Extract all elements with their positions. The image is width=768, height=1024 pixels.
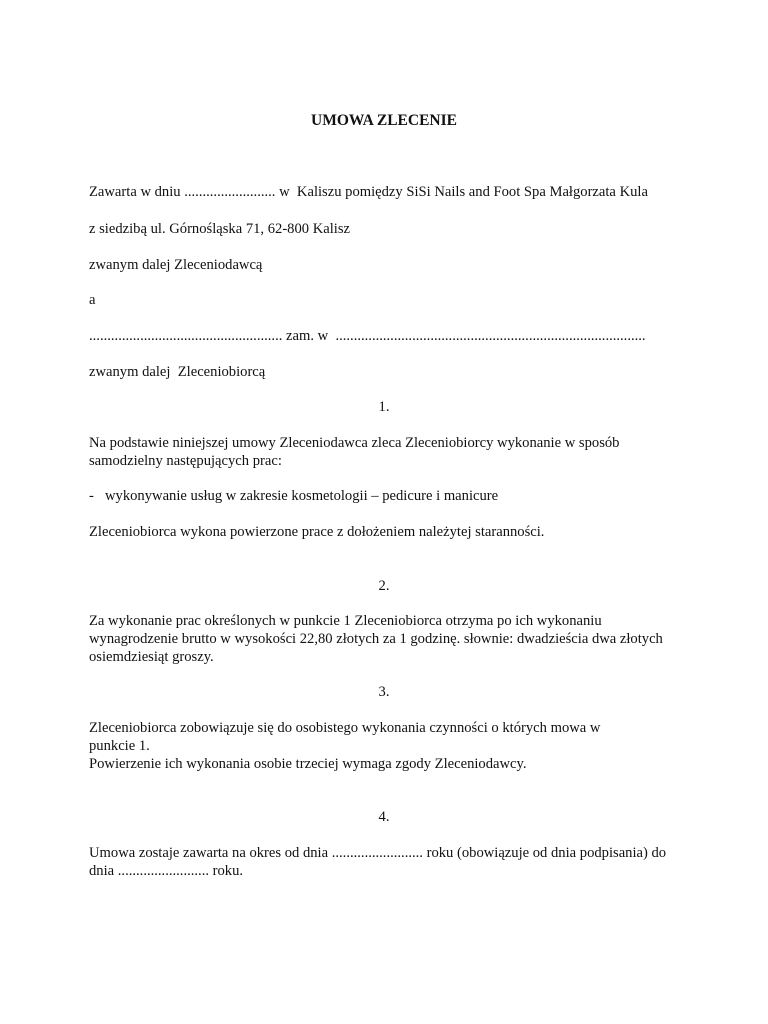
document-title: UMOWA ZLECENIE bbox=[311, 112, 457, 129]
section-3-paragraph bbox=[89, 719, 649, 773]
intro-line-contractor-blank: ..................................................... zam. w ..................................................................................... bbox=[89, 328, 646, 344]
section-4-paragraph: Umowa zostaje zawarta na okres od dnia ......................... roku (obowiązuje od dnia podpisania) do dnia ......................... roku. bbox=[89, 845, 667, 879]
section-3-obligation: Zleceniobiorca zobowiązuje się do osobistego wykonania czynności o których mowa w punkcie 1. bbox=[89, 720, 601, 754]
section-1-diligence: Zleceniobiorca wykona powierzone prace z dołożeniem należytej staranności. bbox=[89, 524, 545, 540]
intro-line-and: a bbox=[89, 292, 96, 308]
section-1-bullet bbox=[89, 487, 689, 505]
intro-line-principal: zwanym dalej Zleceniodawcą bbox=[89, 257, 263, 273]
section-3-number: 3. bbox=[378, 684, 390, 700]
section-2-paragraph: Za wykonanie prac określonych w punkcie 1 Zleceniobiorca otrzyma po ich wykonaniu wynagrodzenie brutto w wysokości 22,80 złotych za 1 godzinę. słownie: dwadzieścia dwa złotych osiemdziesiąt groszy. bbox=[89, 613, 663, 665]
bullet-text: wykonywanie usług w zakresie kosmetologii – pedicure i manicure bbox=[105, 488, 499, 504]
intro-line-contractor: zwanym dalej Zleceniobiorcą bbox=[89, 364, 266, 380]
section-3-delegation: Powierzenie ich wykonania osobie trzeciej wymaga zgody Zleceniodawcy. bbox=[89, 756, 527, 772]
intro-line-contract-date: Zawarta w dniu ......................... w Kaliszu pomiędzy SiSi Nails and Foot Spa Małgorzata Kula bbox=[89, 184, 648, 200]
intro-line-address: z siedzibą ul. Górnośląska 71, 62-800 Kalisz bbox=[89, 221, 351, 237]
section-2-number: 2. bbox=[378, 578, 390, 594]
section-1-paragraph: Na podstawie niniejszej umowy Zleceniodawca zleca Zleceniobiorcy wykonanie w sposób samodzielny następujących prac: bbox=[89, 435, 620, 469]
section-4-number: 4. bbox=[378, 809, 390, 825]
section-1-number: 1. bbox=[378, 399, 390, 415]
bullet-dash: - bbox=[89, 488, 94, 504]
